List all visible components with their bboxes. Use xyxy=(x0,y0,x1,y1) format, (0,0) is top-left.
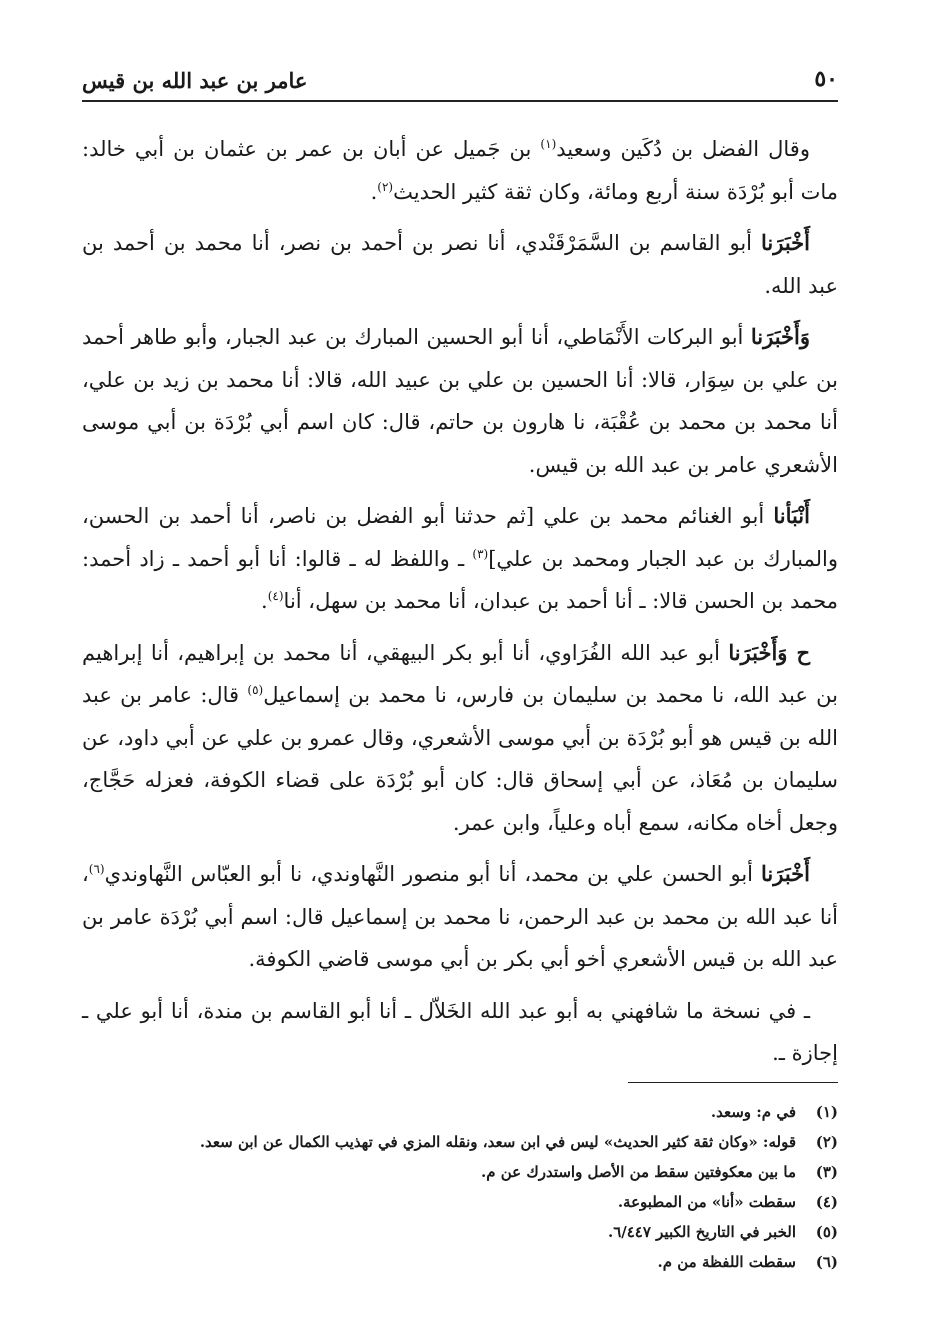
isnad-keyword: أَخْبَرَنا xyxy=(761,230,810,255)
text-run: أبو القاسم بن السَّمَرْقَنْدي، أنا نصر بن أحمد بن نصر، أنا محمد بن أحمد بن عبد الله. xyxy=(82,231,838,298)
paragraph xyxy=(82,990,838,1075)
text-run: ـ في نسخة ما شافهني به أبو عبد الله الخَلاّل ـ أنا أبو القاسم بن مندة، أنا أبو علي ـ إجازة ـ. xyxy=(82,998,838,1065)
paragraph xyxy=(82,853,838,981)
footnote-number: (٦) xyxy=(815,1253,838,1271)
footnote-ref: (٢) xyxy=(377,179,394,194)
footnote-text: ما بين معكوفتين سقط من الأصل واستدرك عن م. xyxy=(481,1163,796,1181)
text-run: أبو الحسن علي بن محمد، أنا أبو منصور النَّهاوندي، نا أبو العبّاس النَّهاوندي xyxy=(104,862,762,886)
paragraph xyxy=(82,495,838,623)
text-run: أبو عبد الله الفُرَاوي، أنا أبو بكر البيهقي، أنا محمد بن إبراهيم، أنا إبراهيم بن عبد الله، نا محمد بن سليمان بن فارس، نا محمد بن إسماعيل xyxy=(82,640,838,707)
footnote-text: قوله: «وكان ثقة كثير الحديث» ليس في ابن سعد، ونقله المزي في تهذيب الكمال عن ابن سعد. xyxy=(199,1133,796,1151)
footnote-ref: (١) xyxy=(540,137,557,151)
footnote-text: سقطت «أنا» من المطبوعة. xyxy=(617,1193,796,1211)
footnote-ref: (٦) xyxy=(88,862,105,876)
footnote-number: (٣) xyxy=(815,1163,838,1181)
footnote xyxy=(82,1217,838,1247)
text-run: . xyxy=(370,179,378,204)
footnote-number: (٥) xyxy=(815,1223,838,1241)
text-run: وقال الفضل بن دُكَين وسعيد xyxy=(556,137,810,161)
text-run: أبو البركات الأَنْمَاطي، أنا أبو الحسين المبارك بن عبد الجبار، وأبو طاهر أحمد بن علي بن سِوَار، قالا: أنا الحسين بن علي بن عبيد الله، قالا: أنا محمد بن زيد بن علي، أنا محمد بن محمد بن عُقْبَة، نا هارون بن حاتم، قال: كان اسم أبي بُرْدَة بن أبي موسى الأشعري عامر بن عبد الله بن قيس. xyxy=(82,325,838,477)
footnote-text: الخبر في التاريخ الكبير ٦/٤٤٧. xyxy=(607,1223,796,1241)
footnote-text: سقطت اللفظة من م. xyxy=(657,1253,796,1271)
main-text xyxy=(82,128,838,1084)
footnote-number: (٤) xyxy=(815,1193,838,1211)
footnote-ref: (٤) xyxy=(267,589,284,603)
isnad-keyword: أَخْبَرَنا xyxy=(761,861,810,886)
footnote xyxy=(82,1127,838,1157)
footnote-ref: (٥) xyxy=(247,683,264,697)
page-number: ٥٠ xyxy=(814,66,838,92)
footnote-number: (١) xyxy=(815,1103,838,1121)
text-run: ـ واللفظ له ـ قالوا: أنا أبو أحمد ـ زاد أحمد: محمد بن الحسن قالا: ـ أنا أحمد بن عبدان، أنا محمد بن سهل، أنا xyxy=(82,546,838,613)
text-run: قال: عامر بن عبد الله بن قيس هو أبو بُرْدَة بن أبي موسى الأشعري، وقال عمرو بن علي عن أبي داود، عن سليمان بن مُعَاذ، عن أبي إسحاق قال: كان أبو بُرْدَة على قضاء الكوفة، فعزله حَجَّاج، وجعل أخاه مكانه، سمع أباه وعلياً، وابن عمر. xyxy=(82,683,838,835)
text-run: . xyxy=(261,589,268,613)
footnote xyxy=(82,1097,838,1127)
isnad-keyword: ح وَأَخْبَرَنا xyxy=(728,639,811,665)
paragraph xyxy=(82,222,838,307)
footnote-text: في م: وسعد. xyxy=(710,1103,796,1121)
isnad-keyword: وَأَخْبَرَنا xyxy=(750,324,810,349)
paragraph xyxy=(82,316,838,486)
footnotes xyxy=(82,1097,838,1277)
footnote-number: (٢) xyxy=(815,1133,838,1151)
paragraph xyxy=(82,128,838,213)
footnote xyxy=(82,1247,838,1277)
isnad-keyword: أَنْبَأنا xyxy=(773,503,810,528)
footnote xyxy=(82,1187,838,1217)
footnote-ref: (٣) xyxy=(472,546,489,561)
paragraph xyxy=(82,632,838,845)
page-header xyxy=(82,66,838,102)
footnote-separator xyxy=(628,1082,838,1083)
text-run: ، أنا عبد الله بن محمد بن عبد الرحمن، نا محمد بن إسماعيل قال: اسم أبي بُرْدَة عامر بن عبد الله بن قيس الأشعري أخو أبي بكر بن أبي موسى قاضي الكوفة. xyxy=(82,862,838,971)
running-title: عامر بن عبد الله بن قيس xyxy=(82,68,308,93)
footnote xyxy=(82,1157,838,1187)
text-run: بن جَميل عن أبان بن عمر بن عثمان بن أبي خالد: مات أبو بُرْدَة سنة أربع ومائة، وكان ثقة كثير الحديث xyxy=(82,137,838,204)
text-run: أبو الغنائم محمد بن علي [ثم حدثنا أبو الفضل بن ناصر، أنا أحمد بن الحسن، والمبارك بن عبد الجبار ومحمد بن علي] xyxy=(82,504,838,571)
